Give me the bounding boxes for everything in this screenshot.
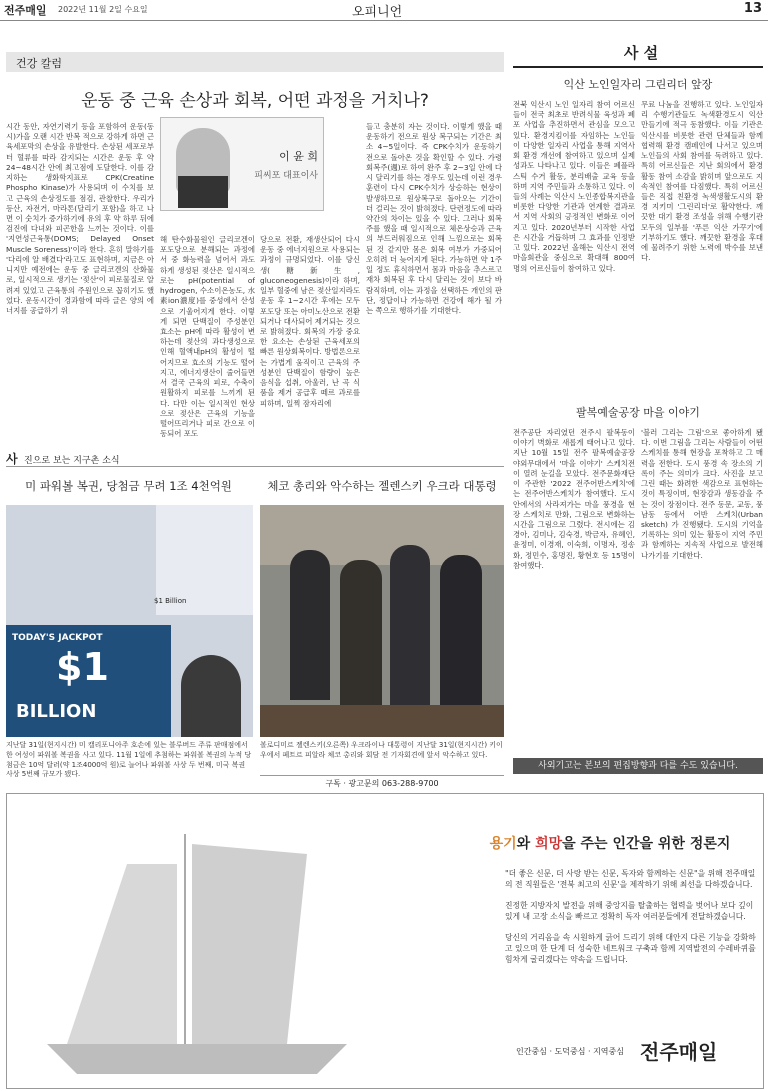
- editorial-title-1: 익산 노인일자리 그린리더 앞장: [563, 78, 713, 91]
- ad-body: [505, 868, 760, 965]
- sail-right: [192, 844, 307, 1044]
- zelensky-photo: [260, 505, 504, 737]
- column-text-2: 해 탄수화물원인 글리코겐이 포도당으로 분해되는 과정에서 중 화능력을 넘어서 과도하게 생성된 젖산은 일시적으로는 pH(potential of hydrogen, 수소이온농도, 水素ion濃度)를 중성에서 산성으로 기울어지게 한다. 이렇게 되면 단백질이 주성분인 효소는 pH에 따라 활성이 변하는데 젖산의 과다생성으로 인해 혈액내pH의 활성이 떨어지므로 효소의 기능도 떨어지고, 에너지생산이 줄어들면서 결국 근육의 피로, 수축이 원활하지 피로를 느끼게 된다. 다만 이는 일시적인 현상으로 젖산은 근육의 기능을 떨어뜨리거나 피로 간으로 이동되어 포도: [160, 235, 255, 439]
- issue-date: 2022년 11월 2일 수요일: [58, 5, 148, 14]
- news-title-1: 미 파워볼 복권, 당첨금 무려 1조 4천억원: [25, 479, 232, 493]
- jackpot-sign-line1: TODAY'S JACKPOT: [12, 633, 103, 643]
- ad-slogan: 인간중심 · 도덕중심 · 지역중심: [516, 1047, 624, 1056]
- column-label: 건강 칼럼: [16, 57, 63, 70]
- section-title: 오피니언: [352, 5, 403, 20]
- ad-title-rest: 을 주는 인간을 위한 정론지: [562, 836, 731, 852]
- ad-title-word-1: 용기: [489, 836, 517, 852]
- photo-monitor-text: $1 Billion: [154, 597, 187, 605]
- editorial-title-2: 팔복예술공장 마을 이야기: [576, 406, 700, 419]
- sail-left: [67, 864, 177, 1044]
- page-header: [0, 0, 768, 21]
- hull: [47, 1044, 347, 1074]
- ad-title-word-2: 희망: [535, 836, 563, 852]
- photo-news-label: 진으로 보는 지구촌 소식: [24, 456, 120, 466]
- ship-illustration: [7, 794, 467, 1088]
- person-2: [340, 560, 382, 710]
- person-3: [390, 545, 430, 705]
- subscription-info: 구독 · 광고문의 063-288-9700: [260, 775, 504, 789]
- person-silhouette: [181, 655, 241, 737]
- photo-floor: [260, 705, 504, 737]
- ad-logo: 전주매일: [640, 1040, 718, 1064]
- ad-paragraph-3: 당신의 거리음을 속 시원하게 긁어 드리기 위해 대안지 다른 기능을 강화하고 있으며 한 단계 더 성숙한 네트워크 구축과 함께 지역발전의 수레바퀴를 힘차게 굴리겠다는 약속을 드립니다.: [505, 933, 756, 965]
- photo-news-initial: 사: [6, 452, 18, 466]
- powerball-photo: [6, 505, 253, 737]
- person-4: [440, 555, 482, 705]
- brand-logo: 전주매일: [4, 4, 47, 17]
- disclaimer-bar: 사외기고는 본보의 편집방향과 다를 수도 있습니다.: [513, 758, 763, 774]
- person-1: [290, 550, 330, 700]
- editorial-rule: [513, 66, 763, 68]
- ad-title: [460, 833, 760, 853]
- column-label-bar: [6, 52, 504, 72]
- jackpot-sign-line2: $1: [56, 645, 109, 689]
- editorial-1-text-b: 무료 나눔을 진행하고 있다. 노인일자리 수행기관들도 녹색환경도시 익산 만들기에 적극 동참했다. 이들 기관은 익산시를 비롯한 관련 단체들과 함께 협력해 환경 캠페인에 나서고 있으며 노인들의 사회 참여를 독려하고 있다. 특히 어르신들은 지난 회의에서 환경 활동 참여 소감을 밝히며 앞으로도 지속적인 참여를 다짐했다. 특히 어르신들은 직접 친환경 녹색생활도시의 환경 지키미 '그린리더'로 활약한다. 깨끗한 대기 환경 조성을 위해 수행기관 모두의 일부를 '푸른 익산 가꾸기'에 기부하기도 했다. 깨끗한 환경을 후대에 물려주기 위한 노력에 박수를 보낸다.: [641, 100, 763, 263]
- ad-paragraph-1: "더 좋은 신문, 더 사랑 받는 신문, 독자와 함께하는 신문"을 위해 전주매일의 전 직원들은 '전북 최고의 신문'을 제작하기 위해 최선을 다하겠습니다.: [505, 869, 756, 890]
- page-number: 13: [743, 1, 762, 16]
- photo-news-bar: [6, 450, 504, 467]
- jackpot-sign-line3: BILLION: [16, 701, 97, 722]
- column-title: 운동 중 근육 손상과 회복, 어떤 과정을 거치나?: [81, 91, 429, 111]
- column-text-3: 당으로 전환, 재생산되어 다시 운동 중 에너지원으로 사용되는 과정이 규명되었다. 이를 당신생(糖新生, gluconeogenesis)이라 하며, 일부 혈중에 남은 젖산일지라도 운동 후 1~2시간 후에는 모두 포도당 또는 아미노산으로 전환되거나 대사되어 제거되는 것으로 밝혀졌다. 회복의 가장 중요한 요소는 손상된 근육세포의 빠른 원상회복이다. 방법론으로는 가볍게 움직이고 근육의 주성분인 단백질이 함량이 높은 음식을 섭취, 아울러, 난 곡 식품을 제거 공급후 떼르 과로를 피하며, 일찍 잠자리에: [260, 235, 360, 408]
- editorial-1-text-a: 전북 익산시 노인 일자리 참여 어르신들이 전국 최초로 반려식물 육성과 폐포 사업을 추진하면서 관심을 모으고 있다. 환경지킴이를 자임하는 노인들이 다양한 일자리 사업을 통해 지역사회 환경 개선에 참여하고 있으며 실제 성과도 나타나고 있다. 이들은 폐플라스틱 수거 활동, 분리배출 교육 등을 하며 지역 주민들과 소통하고 있다. 이들의 사례는 익산시 노인종합복지관을 비롯한 다양한 기관과 연계한 결과로서 지역 사회의 긍정적인 변화로 이어지고 있다. 2020년부터 시작한 사업은 시간을 거듭하며 그 효과를 인정받고 있다. 2022년 올해는 익산시 전역 마을회관을 중심으로 확대해 800여 명의 어르신들이 참여하고 있다.: [513, 100, 635, 273]
- editorial-2-text-b: '블러 그리는 그림'으로 좋아하게 됐다. 이번 그림을 그리는 사람들이 어떤 스케치를 통해 현장을 포착하고 그 매력을 전한다. 도시 풍경 속 장소의 기록이 주는 의미가 크다. 사진을 보고 그린 때는 화려한 색감으로 표현하는 것이 특징이며, 현장감과 생동감을 주는 것이 장점이다. 전주 동문, 교동, 풍남동 등에서 어반 스케치(Urban sketch) 가 진행됐다. 도시의 기억을 기록하는 의미 있는 활동이 지역 주민과 함께하는 지속적 사업으로 발전해 나가기를 기대한다.: [641, 428, 763, 560]
- news-title-2: 체코 총리와 악수하는 젤렌스키 우크라 대통령: [267, 479, 497, 493]
- editorial-2-text-a: 전주공단 자리였던 전주시 팔복동이 이야기 벽화로 새롭게 태어나고 있다. 지난 10월 15일 전주 팔복예술공장 야외무대에서 '마을 이야기' 스케치전이 열려 눈길을 모았다. 전주문화재단이 주관한 '2022 전주어반스케치'에는 전주어반스케치가 참여했다. 도시 안에서의 사라져가는 마을 풍경을 현장 스케치로 만화, 그림으로 변화하는 시간을 그림으로 그렸다. 전시에는 김경아, 김미나, 김숙경, 박금자, 유혜인, 윤정미, 이경재, 이숙희, 이명자, 정송화, 정민수, 홍명진, 황현호 등 15명이 참여했다.: [513, 428, 635, 570]
- editorial-label: 사 설: [623, 44, 659, 62]
- column-text-4: 들고 충분히 자는 것이다. 이렇게 했을 때 운동하기 전으로 원상 복구되는 기간은 최소 4~5일이다. 즉 CPK수치가 운동하기 전으로 돌아온 것을 확인할 수 있다. 가령 회복주(週)로 하여 완주 후 2~3일 안에 다시 달리기를 하는 경우도 있는데 이런 경우 훈련이 다시 CPK수치가 상승하는 현상이 발생하므로 원상복구로 돌아오는 기간이 더 걸리는 것이 밝혀졌다. 단련정도에 따라 약간의 차이는 있을 수 있다. 그러나 회복 주를 했을 때 일시적으로 체온상승과 근육의 부드러워짐으로 인해 느낌으로는 회복된 것 같지만 몸은 회복 여부가 가중되어 오히려 더 늦어지게 된다. 가능하면 약 1주일 정도 휴식하면서 몸과 마음을 추스르고 재차 회복된 후 다시 달리는 것이 보다 바람직하며, 이는 과정을 선택하든 개인의 판단, 정답이나 가능하면 건강에 해가 될 가는 쪽으로 행하기를 기대한다.: [366, 122, 502, 315]
- caption-2: 볼로디미르 젤렌스키(오른쪽) 우크라이나 대통령이 지난달 31일(현지시간) 키이우에서 페트르 피알라 체코 총리와 회담 전 기자회견에 앞서 악수하고 있다.: [260, 741, 503, 759]
- ad-title-joint-1: 와: [516, 836, 536, 852]
- ad-paragraph-2: 진정한 지방자치 발전을 위해 중앙지를 탈출하는 협력을 벗어나 보다 깊이 있게 내 고장 소식을 빠르고 정확히 독자 여러분들에게 전달하겠습니다.: [505, 901, 754, 922]
- caption-1: 지난달 31일(현지시간) 미 캘리포니아주 호손에 있는 블루버드 주류 판매점에서 한 여성이 파워볼 복권을 사고 있다. 11월 1일에 추첨하는 파워볼 복권의 누적 당첨금은 10억 달러(약 1조4000억 원)로 늘어나 파워볼 사상 두 번째, 미국 복권 사상 5번째 규모가 됐다.: [6, 741, 252, 779]
- author-suit: [178, 176, 228, 208]
- column-text-1: 시간 동안, 자연기력기 등을 포함하여 운동(동 시)가을 오랜 시간 반복 적으로 강하게 하면 근육세포막의 손상을 유발한다. 손상된 세포로부터 혈류를 따라 감지되는 시간은 운동 후 약 24~48시간 안에 최고점에 도달한다. 이를 감지하는 생화학지표로 CPK(Creatine Phospho Kinase)가 사용되며 이 수치를 보고 근육의 손상정도를 점검, 관찰한다. 우리가 등산, 자전거, 마라톤(달리기 포함)을 하고 나면 이 숫치가 증가하기에 유의 후 약 하루 뒤에 검진에 다녀와 피곤한을 느끼는 것이다. 이를 '지연성근육통(DOMS; Delayed Onset Muscle Soreness)'이라 한다. 흔히 말하기를 '다리에 알 배겼다'라고도 표현하며, 지금은 아니지만 예전에는 운동 중 글리코겐의 산화물로, 일시적으로 생기는 '젖산'이 피로물질로 알려져 있었고 근육통의 주원인으로 꼽히기도 했었다. 운동시간이 경과함에 따라 글은 양의 에너지를 공급하기 위: [6, 122, 154, 315]
- author-role: 피씨포 대표이사: [254, 171, 318, 181]
- author-name: 이 윤 희: [279, 150, 318, 163]
